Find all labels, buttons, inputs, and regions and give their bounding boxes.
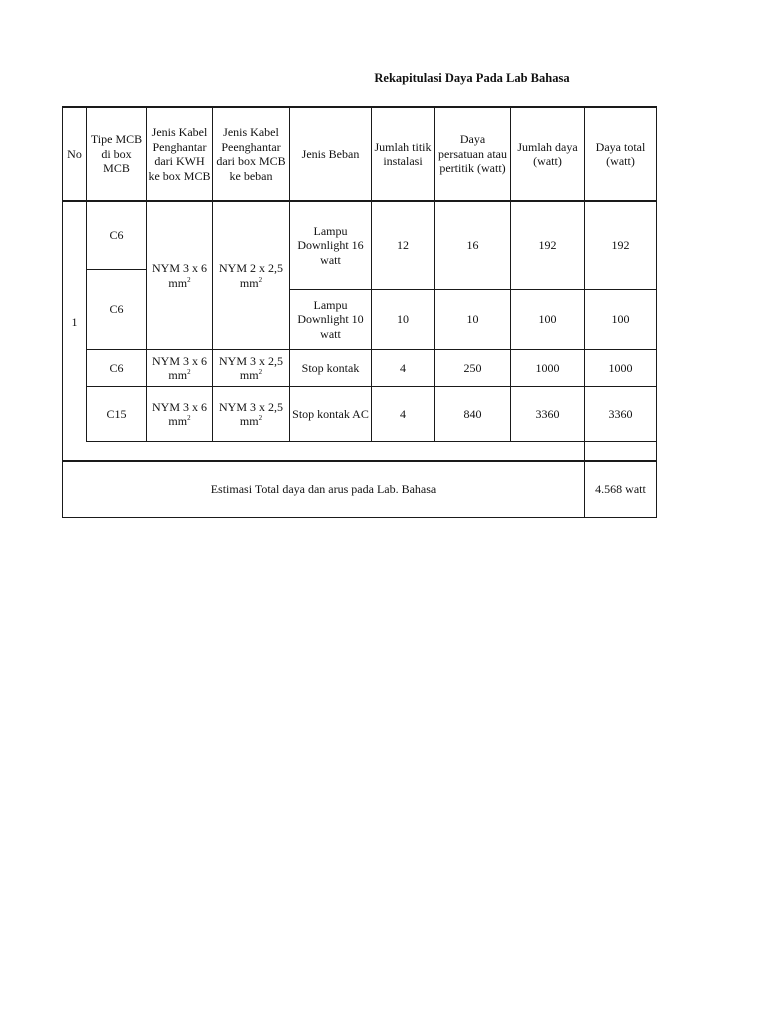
summary-label: Estimasi Total daya dan arus pada Lab. Bahasa — [210, 482, 437, 497]
rows12-kabel-kwh-sup: 2 — [187, 275, 191, 284]
row3-mcb: C6 — [109, 360, 124, 375]
row2-total: 100 — [611, 312, 630, 327]
row2-titik: 10 — [397, 312, 409, 327]
header-jumlah-titik: Jumlah titik instalasi — [374, 139, 432, 168]
row1-satuan: 16 — [466, 238, 479, 253]
row4-kabel-kwh-text: NYM 3 x 6 mm — [151, 399, 207, 428]
row4-kabel-kwh-sup: 2 — [187, 414, 191, 422]
header-jumlah-daya: Jumlah daya (watt) — [517, 139, 578, 168]
header-tipe-mcb: Tipe MCB di box MCB — [90, 132, 143, 176]
row4-total: 3360 — [608, 406, 633, 421]
row4-titik: 4 — [400, 406, 406, 421]
header-daya-total: Daya total (watt) — [595, 139, 646, 168]
row3-kabel-beban-sup: 2 — [258, 368, 263, 376]
header-no: No — [67, 146, 82, 161]
row2-jumlah: 100 — [538, 312, 557, 327]
row2-satuan: 10 — [466, 312, 479, 327]
row4-satuan: 840 — [463, 406, 482, 421]
row3-satuan: 250 — [463, 360, 482, 375]
table-right-border — [656, 106, 657, 518]
row3-kabel-kwh-text: NYM 3 x 6 mm — [151, 353, 207, 382]
row3-kabel-kwh-sup: 2 — [187, 368, 191, 376]
rows12-kabel-beban-text: NYM 2 x 2,5 mm — [218, 261, 283, 290]
rows12-kabel-kwh-text: NYM 3 x 6 mm — [151, 261, 207, 290]
row3-jumlah: 1000 — [535, 360, 560, 375]
row1-total: 192 — [611, 238, 630, 253]
row3-kabel-beban-text: NYM 3 x 2,5 mm — [218, 353, 283, 382]
row4-kabel-beban — [213, 387, 289, 441]
row3-total: 1000 — [608, 360, 633, 375]
row3-kabel-beban — [213, 350, 289, 386]
row4-mcb: C15 — [106, 406, 127, 421]
document-title: Rekapitulasi Daya Pada Lab Bahasa — [374, 71, 570, 85]
row4-beban: Stop kontak AC — [292, 406, 369, 421]
row3-beban: Stop kontak — [301, 360, 360, 375]
header-kabel-kwh: Jenis Kabel Penghantar dari KWH ke box MCB — [148, 125, 211, 183]
row1-mcb: C6 — [109, 228, 124, 243]
row4-kabel-beban-sup: 2 — [258, 414, 263, 422]
rows12-kabel-kwh — [147, 202, 212, 349]
rows12-kabel-beban — [213, 202, 289, 349]
row4-jumlah: 3360 — [535, 406, 560, 421]
row2-mcb: C6 — [109, 302, 124, 317]
header-jenis-beban: Jenis Beban — [301, 146, 360, 161]
row3-titik: 4 — [400, 360, 406, 375]
summary-bottom-border — [62, 517, 657, 518]
row3-kabel-kwh — [147, 350, 212, 386]
row4-kabel-beban-text: NYM 3 x 2,5 mm — [218, 399, 283, 428]
summary-value: 4.568 watt — [595, 482, 646, 497]
row4-kabel-kwh — [147, 387, 212, 441]
header-daya-satuan: Daya persatuan atau pertitik (watt) — [438, 132, 507, 176]
row1-titik: 12 — [397, 238, 409, 253]
rows12-kabel-beban-sup: 2 — [258, 275, 263, 284]
row1-jumlah: 192 — [538, 238, 557, 253]
group-no-cell: 1 — [71, 314, 78, 329]
row2-beban: Lampu Downlight 10 watt — [297, 297, 364, 341]
header-kabel-beban: Jenis Kabel Peenghantar dari box MCB ke beban — [216, 125, 286, 183]
row1-beban: Lampu Downlight 16 watt — [297, 223, 364, 267]
